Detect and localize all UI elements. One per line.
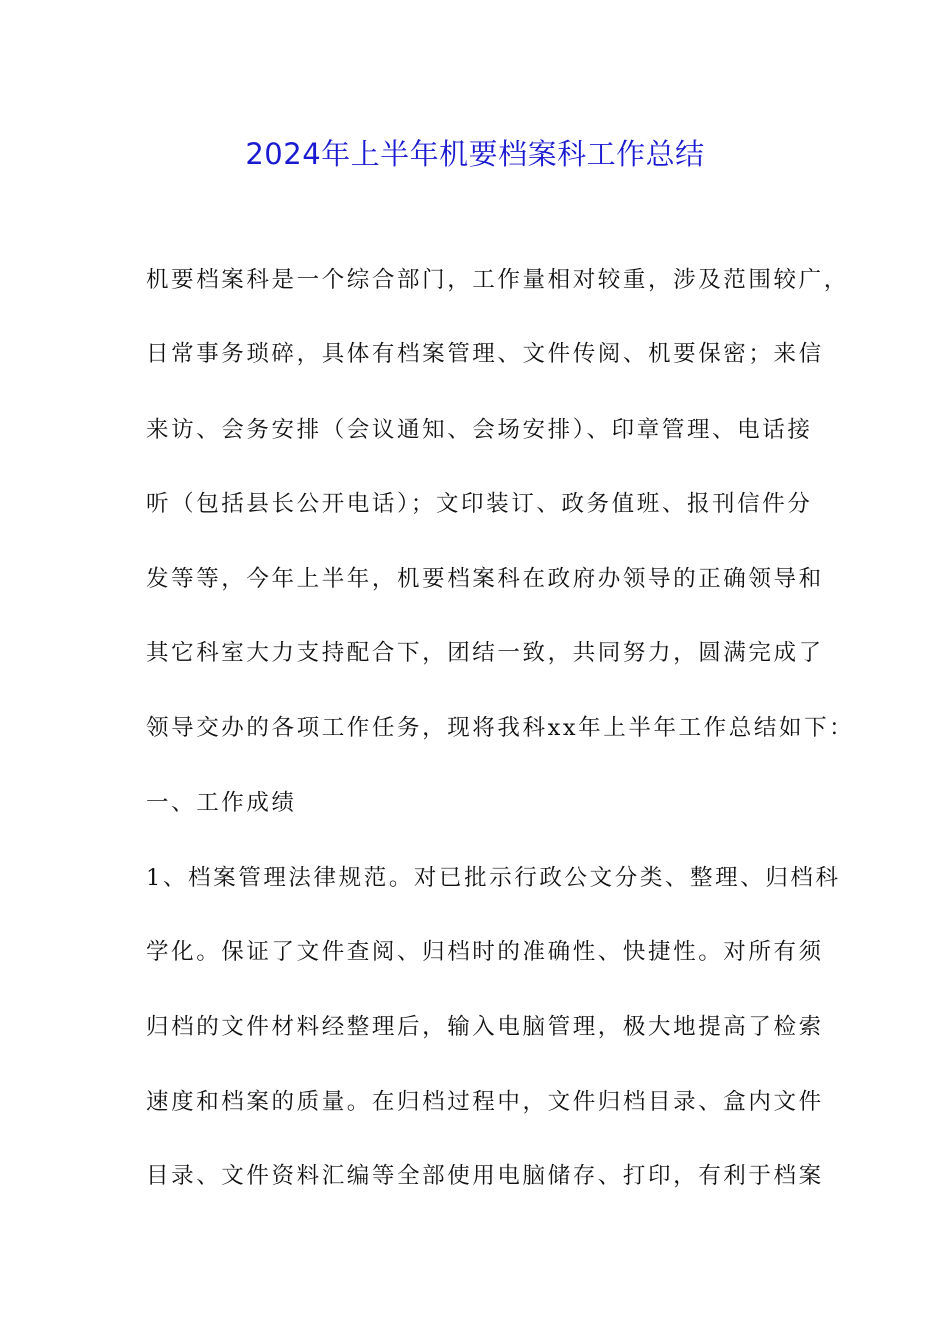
paragraph-line: 日常事务琐碎，具体有档案管理、文件传阅、机要保密；来信 xyxy=(146,341,824,367)
paragraph-line: 1、档案管理法律规范。对已批示行政公文分类、整理、归档科 xyxy=(146,865,841,891)
paragraph-line: 听（包括县长公开电话）；文印装订、政务值班、报刊信件分 xyxy=(146,491,813,517)
paragraph-line: 来访、会务安排（会议通知、会场安排）、印章管理、电话接 xyxy=(146,417,813,443)
paragraph-line: 其它科室大力支持配合下，团结一致，共同努力，圆满完成了 xyxy=(146,640,824,666)
paragraph-line: 机要档案科是一个综合部门，工作量相对较重，涉及范围较广， xyxy=(146,267,849,293)
document-title: 2024年上半年机要档案科工作总结 xyxy=(245,137,705,171)
paragraph-line: 归档的文件材料经整理后，输入电脑管理，极大地提高了检索 xyxy=(146,1014,824,1040)
paragraph-line: 速度和档案的质量。在归档过程中，文件归档目录、盒内文件 xyxy=(146,1089,824,1115)
paragraph-line: 学化。保证了文件查阅、归档时的准确性、快捷性。对所有须 xyxy=(146,939,824,965)
paragraph-line: 发等等，今年上半年，机要档案科在政府办领导的正确领导和 xyxy=(146,566,824,592)
paragraph-line: 领导交办的各项工作任务，现将我科xx年上半年工作总结如下： xyxy=(146,715,855,741)
paragraph-line: 目录、文件资料汇编等全部使用电脑储存、打印，有利于档案 xyxy=(146,1163,824,1189)
section-heading: 一、工作成绩 xyxy=(146,790,297,816)
